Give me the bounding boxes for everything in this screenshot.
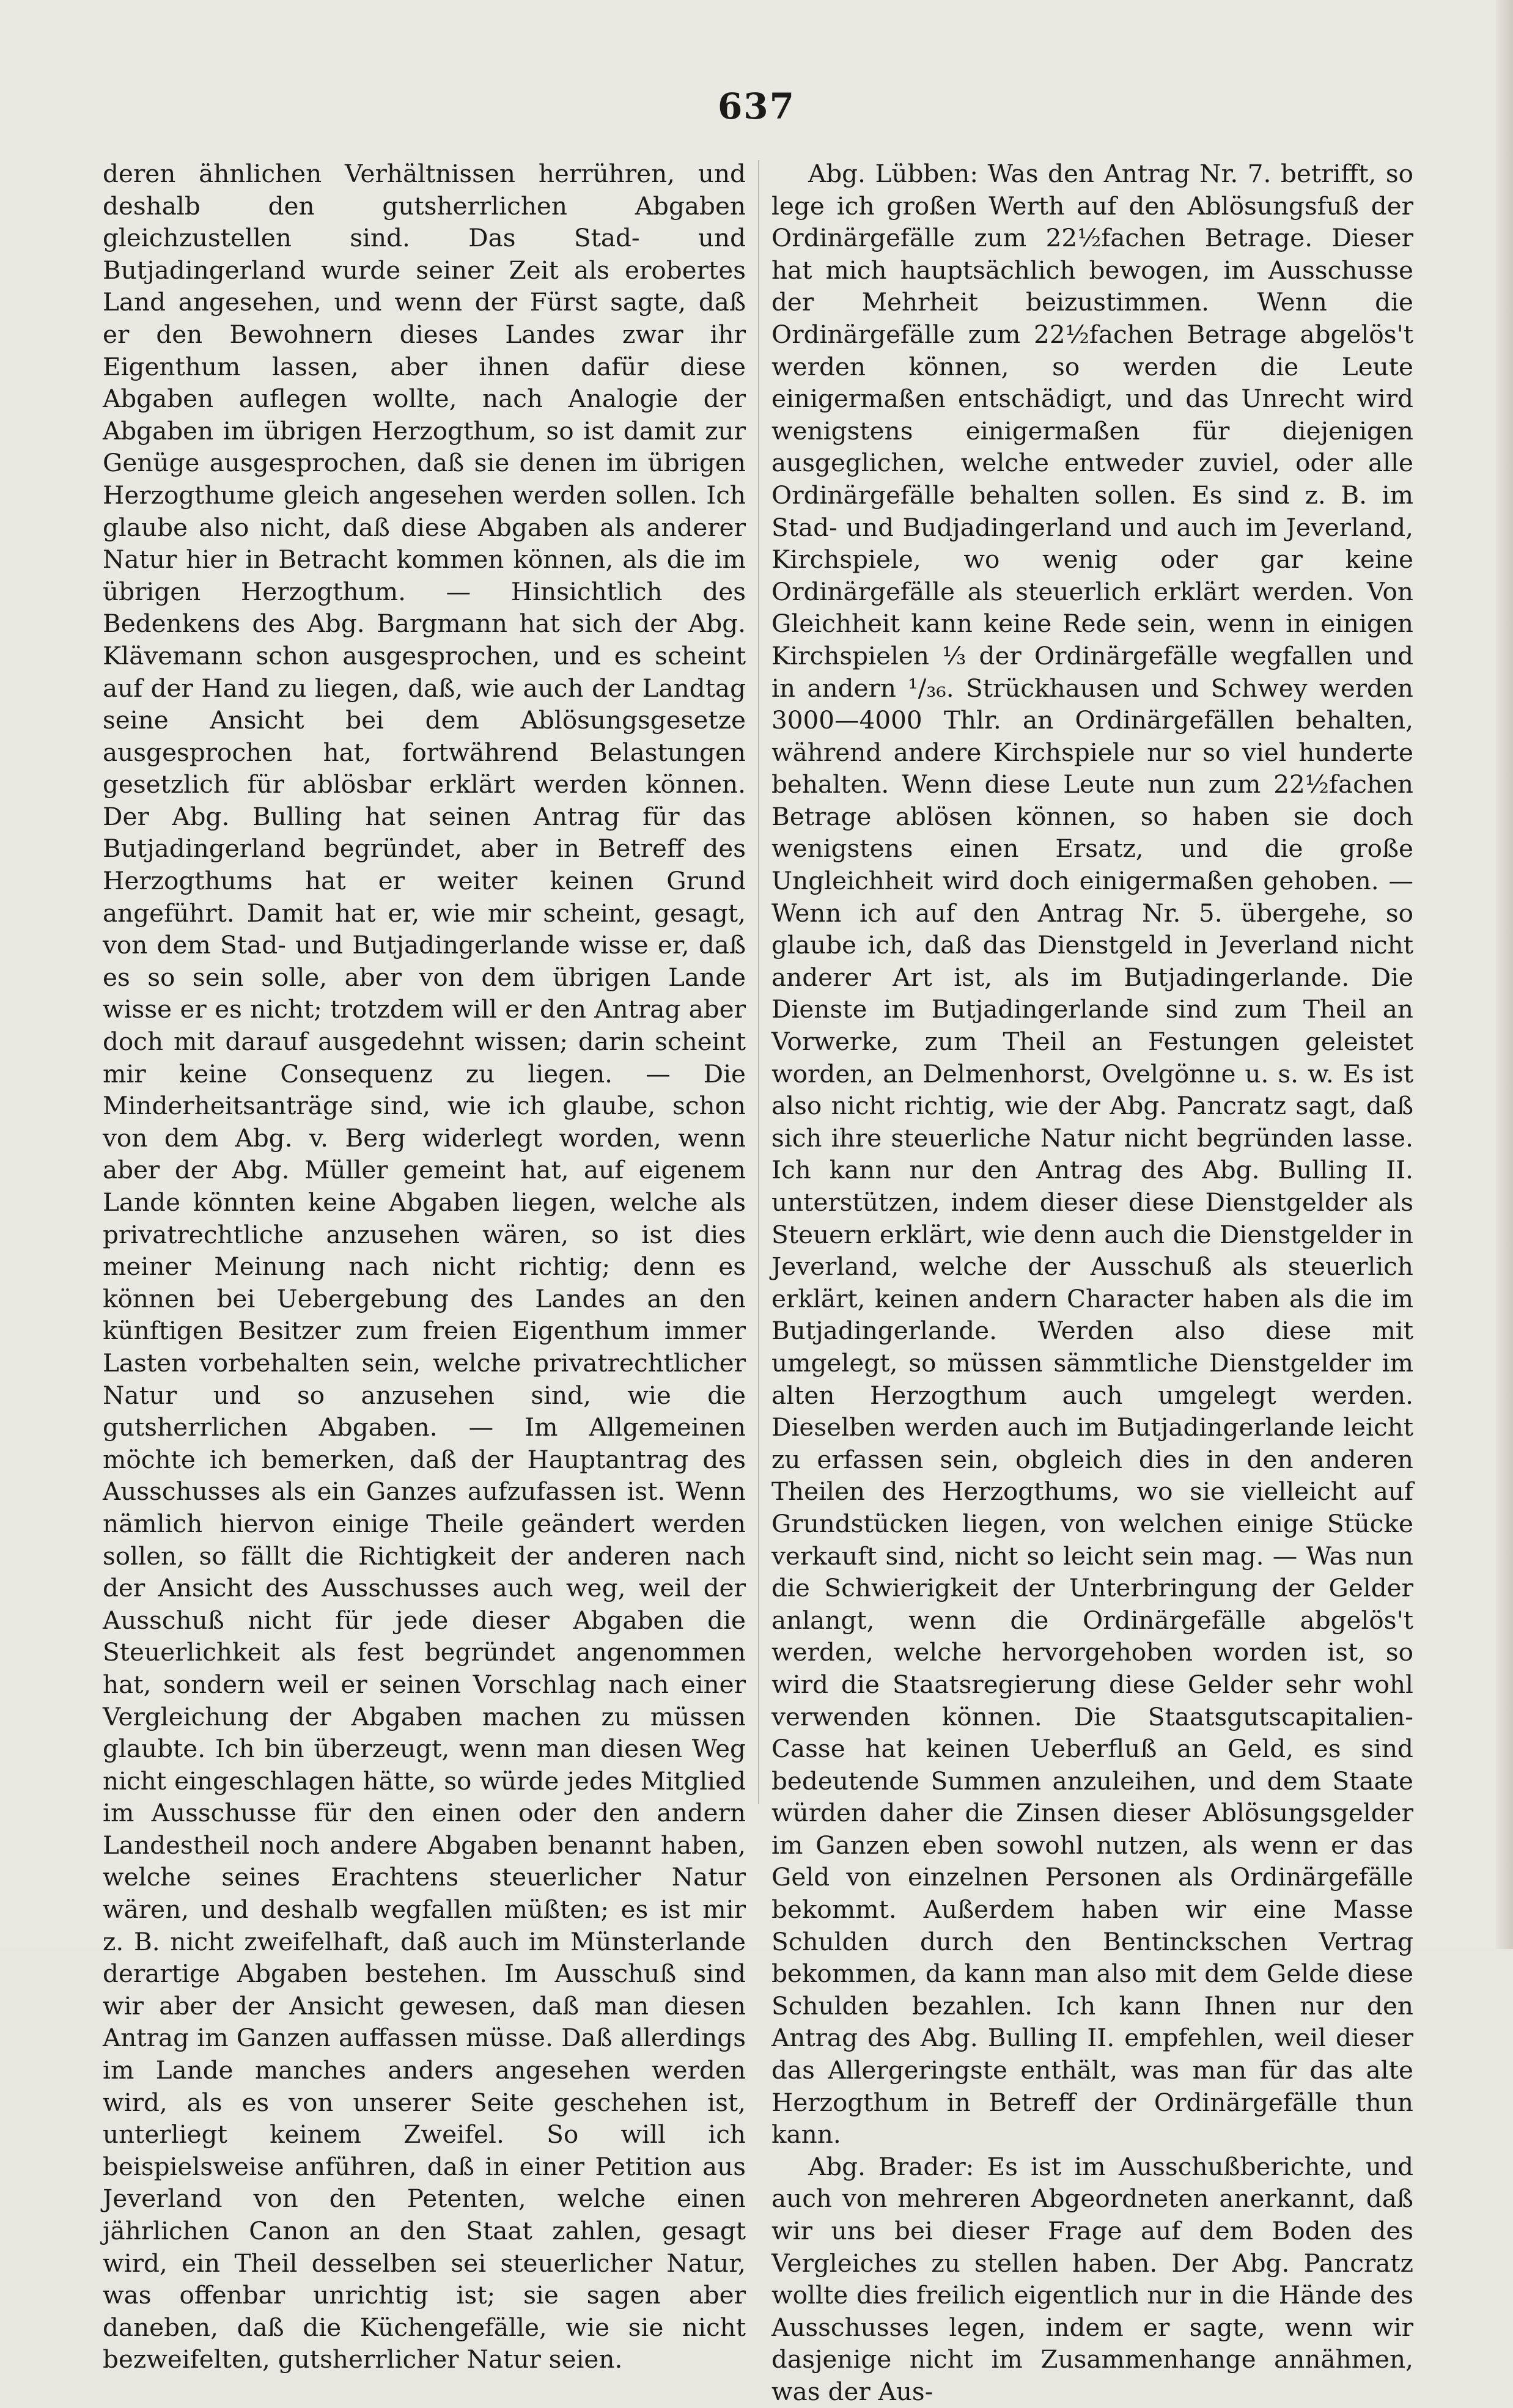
- page-edge-shadow: [1496, 0, 1513, 1949]
- left-column: [103, 158, 746, 2374]
- right-column: [771, 158, 1413, 2406]
- right-paragraph-luebben: Abg. Lübben: Was den Antrag Nr. 7. betrifft, so lege ich großen Werth auf den Ablösungsfuß der Ordinärgefälle zum 22½fachen Betrage. Dieser hat mich hauptsächlich bewogen, im Ausschusse der Mehrheit beizustimmen. Wenn die Ordinärgefälle zum 22½fachen Betrage abgelös't werden können, so werden die Leute einigermaßen entschädigt, und das Unrecht wird wenigstens einigermaßen für diejenigen ausgeglichen, welche entweder zuviel, oder alle Ordinärgefälle behalten sollen. Es sind z. B. im Stad- und Budjadingerland und auch im Jeverland, Kirchspiele, wo wenig oder gar keine Ordinärgefälle als steuerlich erklärt werden. Von Gleichheit kann keine Rede sein, wenn in einigen Kirchspielen ⅓ der Ordinärgefälle wegfallen und in andern ¹/₃₆. Strückhausen und Schwey werden 3000—4000 Thlr. an Ordinärgefällen behalten, während andere Kirchspiele nur so viel hunderte behalten. Wenn diese Leute nun zum 22½fachen Betrage ablösen können, so haben sie doch wenigstens einen Ersatz, und die große Ungleichheit wird doch einigermaßen gehoben. — Wenn ich auf den Antrag Nr. 5. übergehe, so glaube ich, daß das Dienstgeld in Jeverland nicht anderer Art ist, als im Butjadingerlande. Die Dienste im Butjadingerlande sind zum Theil an Vorwerke, zum Theil an Festungen geleistet worden, an Delmenhorst, Ovelgönne u. s. w. Es ist also nicht richtig, wie der Abg. Pancratz sagt, daß sich ihre steuerliche Natur nicht begründen lasse. Ich kann nur den Antrag des Abg. Bulling II. unterstützen, indem dieser diese Dienstgelder als Steuern erklärt, wie denn auch die Dienstgelder in Jeverland, welche der Ausschuß als steuerlich erklärt, keinen andern Character haben als die im Butjadingerlande. Werden also diese mit umgelegt, so müssen sämmtliche Dienstgelder im alten Herzogthum auch umgelegt werden. Dieselben werden auch im Butjadingerlande leicht zu erfassen sein, obgleich dies in den anderen Theilen des Herzogthums, wo sie vielleicht auf Grundstücken liegen, von welchen einige Stücke verkauft sind, nicht so leicht sein mag. — Was nun die Schwierigkeit der Unterbringung der Gelder anlangt, wenn die Ordinärgefälle abgelös't werden, welche hervorgehoben worden ist, so wird die Staatsregierung diese Gelder sehr wohl verwenden können. Die Staatsgutscapitalien-Casse hat keinen Ueberfluß an Geld, es sind bedeutende Summen anzuleihen, und dem Staate würden daher die Zinsen dieser Ablösungsgelder im Ganzen eben sowohl nutzen, als wenn er das Geld von einzelnen Personen als Ordinärgefälle bekommt. Außerdem haben wir eine Masse Schulden durch den Bentinckschen Vertrag bekommen, da kann man also mit dem Gelde diese Schulden bezahlen. Ich kann Ihnen nur den Antrag des Abg. Bulling II. empfehlen, weil dieser das Allergeringste enthält, was man für das alte Herzogthum in Betreff der Ordinärgefälle thun kann.: [771, 159, 1413, 2149]
- right-paragraph-brader: Abg. Brader: Es ist im Ausschußberichte, und auch von mehreren Abgeordneten anerkannt, daß wir uns bei dieser Frage auf dem Boden des Vergleiches zu stellen haben. Der Abg. Pancratz wollte dies freilich eigentlich nur in die Hände des Ausschusses legen, indem er sagte, wenn wir dasjenige nicht im Zusammenhange annähmen, was der Aus-: [771, 2151, 1413, 2406]
- column-divider: [758, 160, 759, 1804]
- left-paragraph-1: deren ähnlichen Verhältnissen herrühren, und deshalb den gutsherrlichen Abgaben gleichzustellen sind. Das Stad- und Butjadingerland wurde seiner Zeit als erobertes Land angesehen, und wenn der Fürst sagte, daß er den Bewohnern dieses Landes zwar ihr Eigenthum lassen, aber ihnen dafür diese Abgaben auflegen wollte, nach Analogie der Abgaben im übrigen Herzogthum, so ist damit zur Genüge ausgesprochen, daß sie denen im übrigen Herzogthume gleich angesehen werden sollen. Ich glaube also nicht, daß diese Abgaben als anderer Natur hier in Betracht kommen können, als die im übrigen Herzogthum. — Hinsichtlich des Bedenkens des Abg. Bargmann hat sich der Abg. Klävemann schon ausgesprochen, und es scheint auf der Hand zu liegen, daß, wie auch der Landtag seine Ansicht bei dem Ablösungsgesetze ausgesprochen hat, fortwährend Belastungen gesetzlich für ablösbar erklärt werden können. Der Abg. Bulling hat seinen Antrag für das Butjadingerland begründet, aber in Betreff des Herzogthums hat er weiter keinen Grund angeführt. Damit hat er, wie mir scheint, gesagt, von dem Stad- und Butjadingerlande wisse er, daß es so sein solle, aber von dem übrigen Lande wisse er es nicht; trotzdem will er den Antrag aber doch mit darauf ausgedehnt wissen; darin scheint mir keine Consequenz zu liegen. — Die Minderheitsanträge sind, wie ich glaube, schon von dem Abg. v. Berg widerlegt worden, wenn aber der Abg. Müller gemeint hat, auf eigenem Lande könnten keine Abgaben liegen, welche als privatrechtliche anzusehen wären, so ist dies meiner Meinung nach nicht richtig; denn es können bei Uebergebung des Landes an den künftigen Besitzer zum freien Eigenthum immer Lasten vorbehalten sein, welche privatrechtlicher Natur und so anzusehen sind, wie die gutsherrlichen Abgaben. — Im Allgemeinen möchte ich bemerken, daß der Hauptantrag des Ausschusses als ein Ganzes aufzufassen ist. Wenn nämlich hiervon einige Theile geändert werden sollen, so fällt die Richtigkeit der anderen nach der Ansicht des Ausschusses auch weg, weil der Ausschuß nicht für jede dieser Abgaben die Steuerlichkeit als fest begründet angenommen hat, sondern weil er seinen Vorschlag nach einer Vergleichung der Abgaben machen zu müssen glaubte. Ich bin überzeugt, wenn man diesen Weg nicht eingeschlagen hätte, so würde jedes Mitglied im Ausschusse für den einen oder den andern Landestheil noch andere Abgaben benannt haben, welche seines Erachtens steuerlicher Natur wären, und deshalb wegfallen müßten; es ist mir z. B. nicht zweifelhaft, daß auch im Münsterlande derartige Abgaben bestehen. Im Ausschuß sind wir aber der Ansicht gewesen, daß man diesen Antrag im Ganzen auffassen müsse. Daß allerdings im Lande manches anders angesehen werden wird, als es von unserer Seite geschehen ist, unterliegt keinem Zweifel. So will ich beispielsweise anführen, daß in einer Petition aus Jeverland von den Petenten, welche einen jährlichen Canon an den Staat zahlen, gesagt wird, ein Theil desselben sei steuerlicher Natur, was offenbar unrichtig ist; sie sagen aber daneben, daß die Küchengefälle, wie sie nicht bezweifelten, gutsherrlicher Natur seien.: [103, 159, 746, 2374]
- page-number: 637: [717, 86, 796, 127]
